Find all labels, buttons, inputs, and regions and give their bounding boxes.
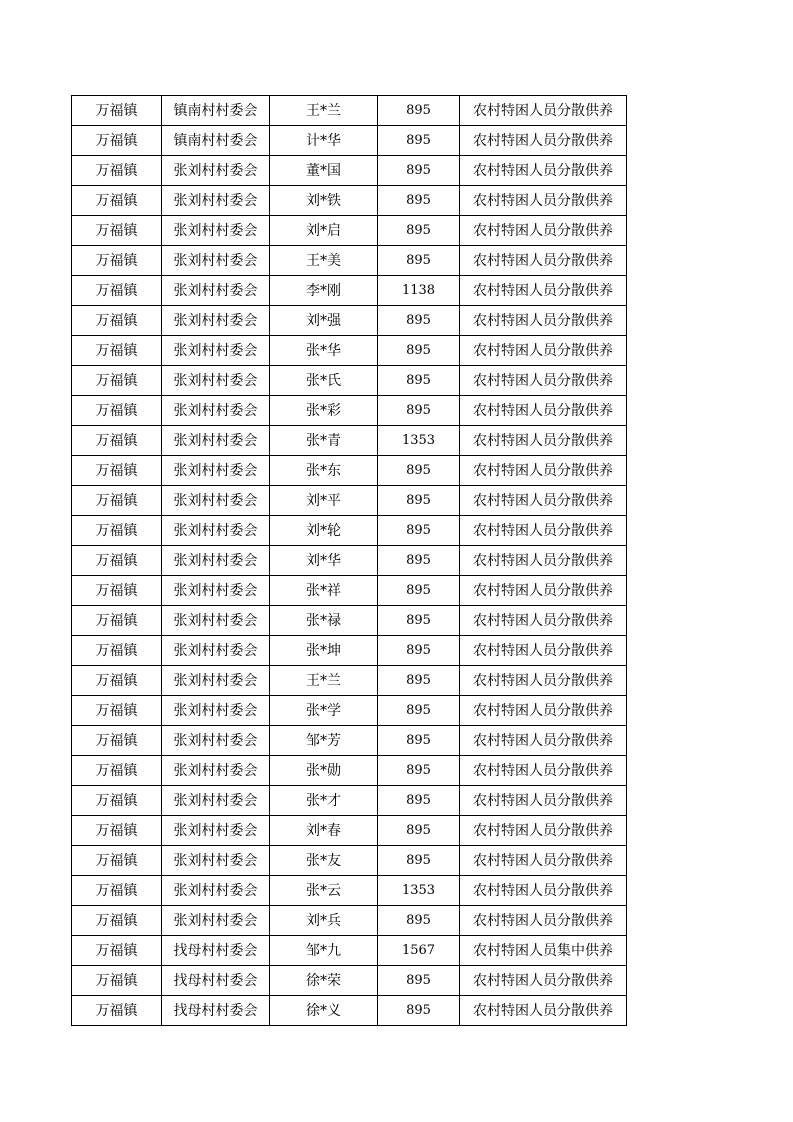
village-cell: 张刘村村委会 [162,576,270,606]
table-row [72,996,627,1026]
table-row [72,846,627,876]
town-cell: 万福镇 [72,216,162,246]
name-cell: 张*祥 [270,576,378,606]
town-cell: 万福镇 [72,396,162,426]
amount-cell: 895 [378,966,460,996]
town-cell: 万福镇 [72,906,162,936]
village-cell: 找母村村委会 [162,966,270,996]
village-cell: 张刘村村委会 [162,336,270,366]
amount-cell: 1567 [378,936,460,966]
town-cell: 万福镇 [72,726,162,756]
town-cell: 万福镇 [72,636,162,666]
village-cell: 张刘村村委会 [162,606,270,636]
category-cell: 农村特困人员分散供养 [460,696,627,726]
amount-cell: 895 [378,456,460,486]
name-cell: 王*兰 [270,666,378,696]
table-row [72,546,627,576]
table-row [72,636,627,666]
amount-cell: 895 [378,516,460,546]
town-cell: 万福镇 [72,756,162,786]
amount-cell: 895 [378,816,460,846]
category-cell: 农村特困人员分散供养 [460,246,627,276]
village-cell: 张刘村村委会 [162,786,270,816]
table-row [72,426,627,456]
table-row [72,306,627,336]
village-cell: 张刘村村委会 [162,276,270,306]
table-row [72,936,627,966]
table-row [72,906,627,936]
name-cell: 计*华 [270,126,378,156]
town-cell: 万福镇 [72,456,162,486]
name-cell: 邹*芳 [270,726,378,756]
name-cell: 张*青 [270,426,378,456]
amount-cell: 895 [378,246,460,276]
name-cell: 张*彩 [270,396,378,426]
name-cell: 刘*强 [270,306,378,336]
table-row [72,696,627,726]
town-cell: 万福镇 [72,696,162,726]
town-cell: 万福镇 [72,366,162,396]
category-cell: 农村特困人员分散供养 [460,456,627,486]
category-cell: 农村特困人员分散供养 [460,546,627,576]
category-cell: 农村特困人员分散供养 [460,816,627,846]
name-cell: 刘*铁 [270,186,378,216]
table-row [72,666,627,696]
village-cell: 张刘村村委会 [162,816,270,846]
amount-cell: 895 [378,216,460,246]
category-cell: 农村特困人员分散供养 [460,906,627,936]
name-cell: 徐*荣 [270,966,378,996]
town-cell: 万福镇 [72,816,162,846]
amount-cell: 895 [378,906,460,936]
village-cell: 张刘村村委会 [162,426,270,456]
table-body [72,96,627,1026]
category-cell: 农村特困人员分散供养 [460,306,627,336]
table-row [72,396,627,426]
category-cell: 农村特困人员分散供养 [460,606,627,636]
name-cell: 刘*春 [270,816,378,846]
name-cell: 刘*启 [270,216,378,246]
name-cell: 张*东 [270,456,378,486]
category-cell: 农村特困人员分散供养 [460,576,627,606]
amount-cell: 895 [378,396,460,426]
table-row [72,336,627,366]
category-cell: 农村特困人员分散供养 [460,96,627,126]
category-cell: 农村特困人员分散供养 [460,996,627,1026]
town-cell: 万福镇 [72,306,162,336]
town-cell: 万福镇 [72,426,162,456]
village-cell: 张刘村村委会 [162,156,270,186]
town-cell: 万福镇 [72,156,162,186]
town-cell: 万福镇 [72,96,162,126]
amount-cell: 895 [378,696,460,726]
town-cell: 万福镇 [72,606,162,636]
town-cell: 万福镇 [72,546,162,576]
table-row [72,516,627,546]
table-row [72,126,627,156]
name-cell: 张*禄 [270,606,378,636]
village-cell: 镇南村村委会 [162,96,270,126]
village-cell: 张刘村村委会 [162,456,270,486]
table-row [72,756,627,786]
town-cell: 万福镇 [72,576,162,606]
category-cell: 农村特困人员分散供养 [460,876,627,906]
town-cell: 万福镇 [72,996,162,1026]
amount-cell: 895 [378,366,460,396]
town-cell: 万福镇 [72,186,162,216]
table-row [72,816,627,846]
town-cell: 万福镇 [72,126,162,156]
beneficiary-table [71,95,627,1026]
town-cell: 万福镇 [72,336,162,366]
category-cell: 农村特困人员分散供养 [460,966,627,996]
town-cell: 万福镇 [72,786,162,816]
amount-cell: 895 [378,96,460,126]
category-cell: 农村特困人员分散供养 [460,846,627,876]
amount-cell: 1353 [378,876,460,906]
village-cell: 张刘村村委会 [162,366,270,396]
amount-cell: 895 [378,156,460,186]
village-cell: 张刘村村委会 [162,726,270,756]
category-cell: 农村特困人员分散供养 [460,126,627,156]
category-cell: 农村特困人员集中供养 [460,936,627,966]
amount-cell: 1138 [378,276,460,306]
amount-cell: 895 [378,996,460,1026]
category-cell: 农村特困人员分散供养 [460,666,627,696]
name-cell: 王*美 [270,246,378,276]
town-cell: 万福镇 [72,666,162,696]
name-cell: 徐*义 [270,996,378,1026]
category-cell: 农村特困人员分散供养 [460,186,627,216]
amount-cell: 895 [378,186,460,216]
name-cell: 张*云 [270,876,378,906]
village-cell: 镇南村村委会 [162,126,270,156]
village-cell: 张刘村村委会 [162,666,270,696]
amount-cell: 895 [378,846,460,876]
town-cell: 万福镇 [72,876,162,906]
category-cell: 农村特困人员分散供养 [460,516,627,546]
name-cell: 刘*轮 [270,516,378,546]
village-cell: 张刘村村委会 [162,216,270,246]
category-cell: 农村特困人员分散供养 [460,396,627,426]
amount-cell: 895 [378,756,460,786]
town-cell: 万福镇 [72,246,162,276]
name-cell: 张*华 [270,336,378,366]
village-cell: 张刘村村委会 [162,396,270,426]
town-cell: 万福镇 [72,846,162,876]
table-row [72,606,627,636]
category-cell: 农村特困人员分散供养 [460,486,627,516]
village-cell: 张刘村村委会 [162,546,270,576]
table-row [72,216,627,246]
amount-cell: 895 [378,636,460,666]
table-row [72,276,627,306]
amount-cell: 895 [378,336,460,366]
amount-cell: 1353 [378,426,460,456]
table-row [72,156,627,186]
category-cell: 农村特困人员分散供养 [460,156,627,186]
category-cell: 农村特困人员分散供养 [460,786,627,816]
village-cell: 张刘村村委会 [162,756,270,786]
town-cell: 万福镇 [72,276,162,306]
table-row [72,246,627,276]
name-cell: 王*兰 [270,96,378,126]
town-cell: 万福镇 [72,516,162,546]
name-cell: 董*国 [270,156,378,186]
category-cell: 农村特困人员分散供养 [460,276,627,306]
table-row [72,786,627,816]
name-cell: 邹*九 [270,936,378,966]
town-cell: 万福镇 [72,966,162,996]
amount-cell: 895 [378,546,460,576]
category-cell: 农村特困人员分散供养 [460,336,627,366]
table-row [72,486,627,516]
village-cell: 张刘村村委会 [162,876,270,906]
name-cell: 张*氏 [270,366,378,396]
category-cell: 农村特困人员分散供养 [460,366,627,396]
amount-cell: 895 [378,726,460,756]
category-cell: 农村特困人员分散供养 [460,726,627,756]
table-row [72,876,627,906]
table-row [72,366,627,396]
village-cell: 张刘村村委会 [162,186,270,216]
village-cell: 张刘村村委会 [162,636,270,666]
name-cell: 张*学 [270,696,378,726]
village-cell: 张刘村村委会 [162,246,270,276]
village-cell: 张刘村村委会 [162,306,270,336]
category-cell: 农村特困人员分散供养 [460,216,627,246]
town-cell: 万福镇 [72,936,162,966]
name-cell: 张*勋 [270,756,378,786]
amount-cell: 895 [378,576,460,606]
amount-cell: 895 [378,606,460,636]
amount-cell: 895 [378,126,460,156]
village-cell: 张刘村村委会 [162,516,270,546]
name-cell: 张*坤 [270,636,378,666]
table-row [72,726,627,756]
name-cell: 张*友 [270,846,378,876]
name-cell: 刘*兵 [270,906,378,936]
village-cell: 张刘村村委会 [162,906,270,936]
amount-cell: 895 [378,786,460,816]
name-cell: 张*才 [270,786,378,816]
amount-cell: 895 [378,666,460,696]
name-cell: 李*刚 [270,276,378,306]
table-row [72,456,627,486]
town-cell: 万福镇 [72,486,162,516]
table-row [72,96,627,126]
village-cell: 张刘村村委会 [162,486,270,516]
category-cell: 农村特困人员分散供养 [460,426,627,456]
category-cell: 农村特困人员分散供养 [460,756,627,786]
village-cell: 张刘村村委会 [162,846,270,876]
village-cell: 找母村村委会 [162,936,270,966]
amount-cell: 895 [378,306,460,336]
amount-cell: 895 [378,486,460,516]
table-row [72,186,627,216]
village-cell: 找母村村委会 [162,996,270,1026]
name-cell: 刘*平 [270,486,378,516]
table-row [72,966,627,996]
name-cell: 刘*华 [270,546,378,576]
table-row [72,576,627,606]
village-cell: 张刘村村委会 [162,696,270,726]
category-cell: 农村特困人员分散供养 [460,636,627,666]
